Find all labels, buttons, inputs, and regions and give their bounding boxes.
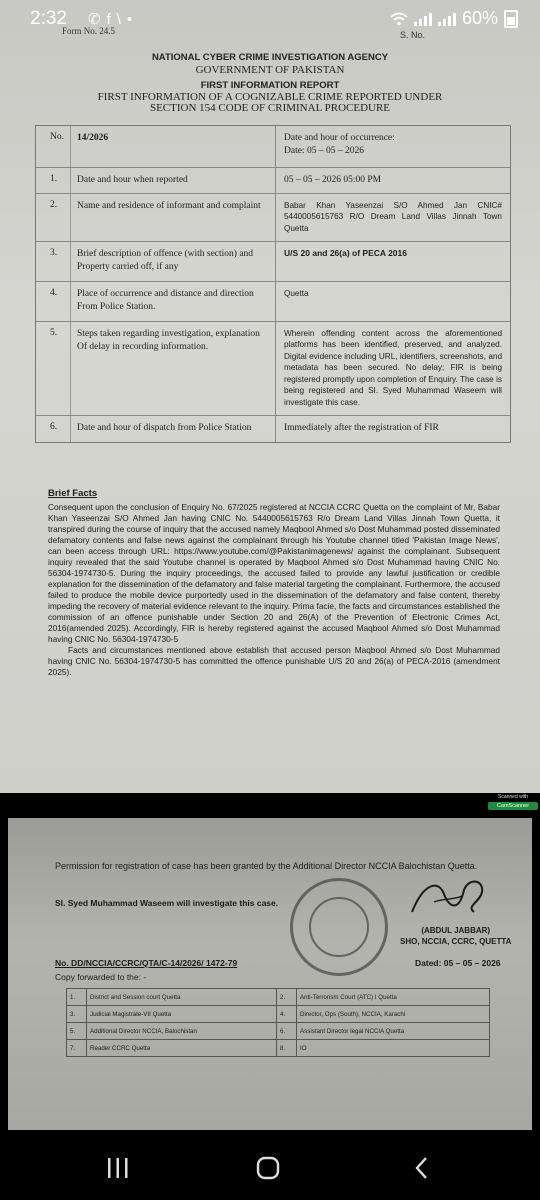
row-label: Brief description of offence (with section) and Property carried off, if any	[71, 242, 276, 281]
row-value: U/S 20 and 26(a) of PECA 2016	[284, 248, 407, 258]
row-number: 4.	[36, 282, 71, 321]
recent-apps-button[interactable]	[88, 1148, 148, 1188]
row-value: Wherein offending content across the aforementioned platforms has been identified, preserved, and analyzed. Digital evidence including URL, identifiers, screenshots, and metadata has been secured. No delay; FIR is being registered promptly upon completion of Enquiry. The case is being registered and SI. Syed Muhammad Waseem will investigate this case.	[284, 329, 502, 407]
whatsapp-icon: ✆	[88, 11, 107, 28]
investigator-line: SI. Syed Muhammad Waseem will investigate this case.	[55, 898, 279, 908]
row-label: Place of occurrence and distance and direction From Police Station.	[71, 282, 276, 321]
dist-number: 8.	[277, 1040, 297, 1057]
row-label: Date and hour of dispatch from Police Station	[71, 416, 276, 442]
table-row	[67, 1023, 490, 1040]
row-value: Immediately after the registration of FIR	[284, 423, 439, 433]
stamp-inner-ring	[309, 897, 369, 957]
row-number: 1.	[36, 168, 71, 193]
dist-recipient: Director, Ops (South), NCCIA, Karachi	[297, 1006, 490, 1023]
camscanner-logo: CamScanner	[488, 802, 538, 810]
occurrence-date: Date: 05 – 05 – 2026	[284, 146, 364, 157]
report-subtitle-1: FIRST INFORMATION OF A COGNIZABLE CRIME REPORTED UNDER	[97, 91, 443, 103]
row-value: Quetta	[284, 289, 309, 298]
brief-facts-title: Brief Facts	[48, 488, 98, 499]
brief-facts-paragraph: Facts and circumstances mentioned above establish that accused person Maqbool Ahmed s/o Dost Muhammad having CNIC No. 56304-1974730-5 has committed the offence punishable U/S 20 and 26(a) of PECA-2016 (amendment 2025).	[48, 645, 500, 678]
row-label: Name and residence of informant and complaint	[71, 194, 276, 241]
table-row	[36, 242, 510, 282]
row-number: 3.	[36, 242, 71, 281]
sho-stamp	[290, 878, 388, 976]
battery-icon	[504, 10, 518, 28]
signatory-title: SHO, NCCIA, CCRC, QUETTA	[400, 936, 512, 946]
dist-recipient: Anti-Terrorism Court (ATC) I Quetta	[297, 989, 490, 1006]
dist-recipient: Assistant Director legal NCCIA Quetta	[297, 1023, 490, 1040]
dot-icon: •	[126, 11, 139, 28]
status-bar	[0, 0, 540, 40]
wifi-icon	[390, 12, 408, 26]
status-time: 2:32	[30, 8, 67, 29]
signatory-block	[400, 926, 511, 948]
table-row	[67, 989, 490, 1006]
copy-forwarded-label: Copy forwarded to the: -	[55, 972, 147, 982]
signal-icon	[438, 12, 456, 26]
table-row	[36, 322, 510, 416]
brief-facts-body	[48, 502, 500, 679]
status-right	[390, 8, 518, 29]
fir-no-label: No.	[36, 126, 71, 167]
table-row	[36, 168, 510, 194]
home-icon	[255, 1155, 281, 1181]
document-page-2	[8, 818, 532, 1130]
row-label: Date and hour when reported	[71, 168, 276, 193]
table-row	[36, 416, 510, 442]
row-value: 05 – 05 – 2026 05:00 PM	[284, 175, 382, 185]
serial-number-label: S. No.	[400, 30, 426, 40]
camscanner-label: Scanned with	[497, 794, 529, 800]
back-button[interactable]	[392, 1148, 452, 1188]
fir-table	[35, 125, 511, 443]
dist-number: 2.	[277, 989, 297, 1006]
navigation-bar	[0, 1130, 540, 1200]
row-label: Steps taken regarding investigation, explanation Of delay in recording information.	[71, 322, 276, 415]
back-icon	[412, 1156, 432, 1180]
dist-number: 1.	[67, 989, 87, 1006]
dist-number: 4.	[277, 1006, 297, 1023]
report-subtitle-2: SECTION 154 CODE OF CRIMINAL PROCEDURE	[149, 102, 391, 114]
row-number: 2.	[36, 194, 71, 241]
table-row	[36, 282, 510, 322]
home-button[interactable]	[238, 1148, 298, 1188]
agency-name: NATIONAL CYBER CRIME INVESTIGATION AGENCY	[151, 52, 389, 63]
dist-recipient: Additional Director NCCIA, Balochistan	[87, 1023, 277, 1040]
reference-date: Dated: 05 – 05 – 2026	[415, 958, 501, 968]
occurrence-label: Date and hour of occurrence:	[284, 133, 395, 143]
dist-number: 5.	[67, 1023, 87, 1040]
reference-number: No. DD/NCCIA/CCRC/QTA/C-14/2026/ 1472-79	[55, 958, 238, 968]
battery-percent: 60%	[461, 8, 498, 28]
fir-header-row	[36, 126, 510, 168]
row-number: 5.	[36, 322, 71, 415]
dist-recipient: Reader CCRC Quetta	[87, 1040, 277, 1057]
brief-facts-paragraph: Consequent upon the conclusion of Enquiry No. 67/2025 registered at NCCIA CCRC Quetta on the complaint of Mr, Babar Khan Yaseenzai S/O Ahmed Jan having CNIC No. 5440005615763 R/o Dream Land Villas Jinnah Town Quetta, it transpired during the course of inquiry that the accused namely Maqbool Ahmed s/o Dost Muhammad posted disseminated defamatory contents and false news against the complainant through his Youtube channel titled 'Pakistan Image News', can been access through URL: https://www.youtube.com/@Pakistanimagenews/ against the complainant. Subsequent inquiry revealed that the said Youtube channel is operated by Maqbool Ahmed s/o Dost Muhammad having CNIC No. 56304-1974730-5. During the inquiry proceedings, the accused failed to provide any lawful justification or credible explanation for the dissemination of the defamatory and false material targeting the complainant. Furthermore, the accused failed to produce the mobile device purportedly used in the dissemination of the defamatory and false content, thereby impeding the recovery of material evidence relevant to the inquiry. Prima facie, the facts and circumstances established the commission of an offence punishable under Section 20 and 26(A) of the Prevention of Electronic Crimes Act, 2016(amended 2025). Accordingly, FIR is hereby registered against the accused Maqbool Ahmed s/o Dost Muhammad having CNIC No. 56304-1974730-5	[48, 502, 500, 645]
recent-apps-icon	[106, 1157, 130, 1179]
dist-recipient: District and Session court Quetta	[87, 989, 277, 1006]
government-name: GOVERNMENT OF PAKISTAN	[195, 64, 345, 76]
dist-number: 6.	[277, 1023, 297, 1040]
signal-icon	[414, 12, 432, 26]
notification-icons	[88, 10, 138, 28]
permission-text: Permission for registration of case has been granted by the Additional Director NCCIA Balochistan Quetta.	[55, 861, 478, 871]
dist-number: 7.	[67, 1040, 87, 1057]
table-row	[67, 1006, 490, 1023]
dist-recipient: Judicial Magistrate-VII Quetta	[87, 1006, 277, 1023]
fir-no-value: 14/2026	[71, 126, 276, 167]
facebook-icon: f	[106, 11, 117, 28]
signatory-name: (ABDUL JABBAR)	[421, 926, 491, 935]
table-row	[36, 194, 510, 242]
form-number: Form No. 24.5	[62, 26, 116, 36]
report-title: FIRST INFORMATION REPORT	[200, 80, 340, 91]
occurrence-cell	[276, 126, 510, 167]
distribution-table	[66, 988, 490, 1057]
row-value: Babar Khan Yaseenzai S/O Ahmed Jan CNIC# 5440005615763 R/O Dream Land Villas Jinnah Town Quetta	[284, 201, 502, 233]
dist-recipient: IO	[297, 1040, 490, 1057]
camscanner-watermark	[488, 794, 538, 810]
row-number: 6.	[36, 416, 71, 442]
tool-icon: \	[116, 11, 127, 28]
table-row	[67, 1040, 490, 1057]
signature	[404, 872, 494, 927]
dist-number: 3.	[67, 1006, 87, 1023]
